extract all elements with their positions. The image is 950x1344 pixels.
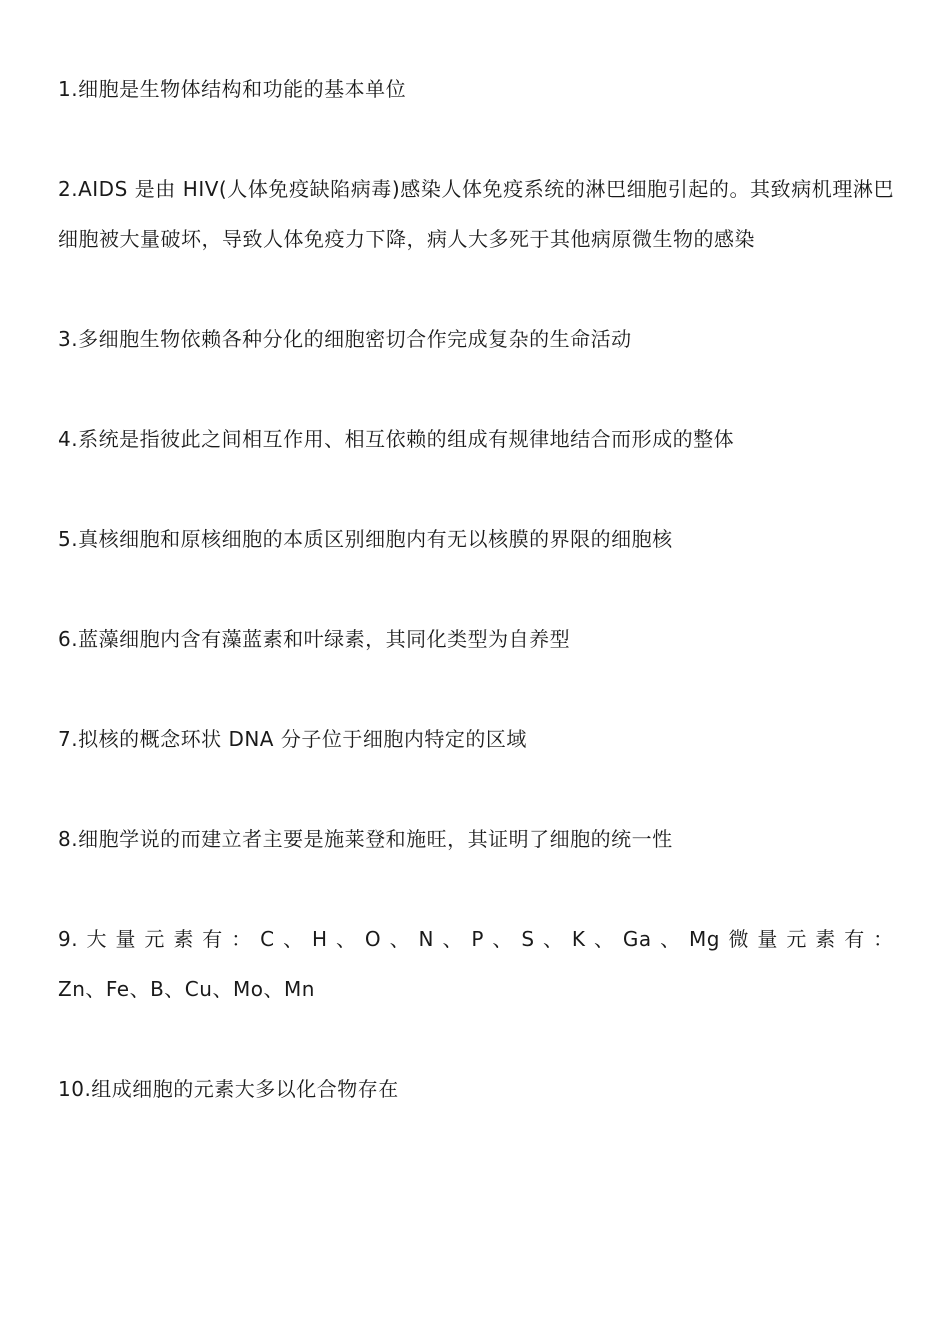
item-9-glyph: Ga — [622, 927, 652, 951]
item-9-glyph: 量 — [757, 927, 778, 951]
item-9-glyph: 微 — [728, 927, 749, 951]
item-9-glyph: 、 — [593, 927, 615, 951]
item-9-glyph: S — [521, 927, 535, 951]
item-9-glyph: P — [471, 927, 484, 951]
item-9-glyph: 、 — [492, 927, 513, 951]
item-9-glyph: C — [260, 927, 275, 951]
list-item-7: 7.拟核的概念环状 DNA 分子位于细胞内特定的区域 — [58, 727, 527, 751]
item-9-glyph: 、 — [542, 927, 564, 951]
item-9-glyph: K — [571, 927, 586, 951]
item-9-glyph: 元 — [786, 927, 807, 951]
item-9-glyph: H — [312, 927, 328, 951]
item-9-glyph: ： — [873, 927, 894, 951]
list-item-3: 3.多细胞生物依赖各种分化的细胞密切合作完成复杂的生命活动 — [58, 327, 632, 351]
item-9-glyph: 大 — [86, 927, 108, 951]
item-9-glyph: 、 — [389, 927, 411, 951]
paragraph-gap — [58, 664, 894, 714]
item-9-glyph: O — [364, 927, 382, 951]
item-9-glyph: 有 — [844, 927, 865, 951]
item-9-glyph: 素 — [173, 927, 194, 951]
paragraph-gap — [58, 464, 894, 514]
item-9-glyph: 、 — [283, 927, 304, 951]
list-item-2: 2.AIDS 是由 HIV(人体免疫缺陷病毒)感染人体免疫系统的淋巴细胞引起的。其致病机理淋巴细胞被大量破坏，导致人体免疫力下降，病人大多死于其他病原微生物的感染 — [58, 177, 894, 251]
paragraph-gap — [58, 264, 894, 314]
item-9-glyph: Mg — [689, 927, 720, 951]
paragraph-gap — [58, 864, 894, 914]
list-item-4: 4.系统是指彼此之间相互作用、相互依赖的组成有规律地结合而形成的整体 — [58, 427, 735, 451]
list-item-10: 10.组成细胞的元素大多以化合物存在 — [58, 1077, 399, 1101]
list-item-5: 5.真核细胞和原核细胞的本质区别细胞内有无以核膜的界限的细胞核 — [58, 527, 673, 551]
item-9-glyph: 、 — [660, 927, 681, 951]
item-9-glyph: 量 — [115, 927, 136, 951]
item-9-glyph: ： — [231, 927, 252, 951]
paragraph-gap — [58, 764, 894, 814]
item-9-glyph: 有 — [202, 927, 223, 951]
item-9-glyph: 9. — [58, 927, 79, 951]
list-item-8: 8.细胞学说的而建立者主要是施莱登和施旺，其证明了细胞的统一性 — [58, 827, 673, 851]
item-9-glyph: 元 — [144, 927, 165, 951]
paragraph-gap — [58, 114, 894, 164]
item-9-glyph: 素 — [815, 927, 836, 951]
list-item-9-line-2: Zn、Fe、B、Cu、Mo、Mn — [58, 977, 315, 1001]
item-9-glyph: 、 — [335, 927, 357, 951]
list-item-1: 1.细胞是生物体结构和功能的基本单位 — [58, 77, 407, 101]
list-item-9-line-1 — [58, 914, 894, 964]
item-9-glyph: 、 — [442, 927, 463, 951]
document-body — [58, 64, 894, 1114]
paragraph-gap — [58, 1014, 894, 1064]
paragraph-gap — [58, 564, 894, 614]
paragraph-gap — [58, 364, 894, 414]
item-9-glyph: N — [418, 927, 435, 951]
list-item-9 — [58, 914, 894, 1014]
list-item-6: 6.蓝藻细胞内含有藻蓝素和叶绿素，其同化类型为自养型 — [58, 627, 571, 651]
